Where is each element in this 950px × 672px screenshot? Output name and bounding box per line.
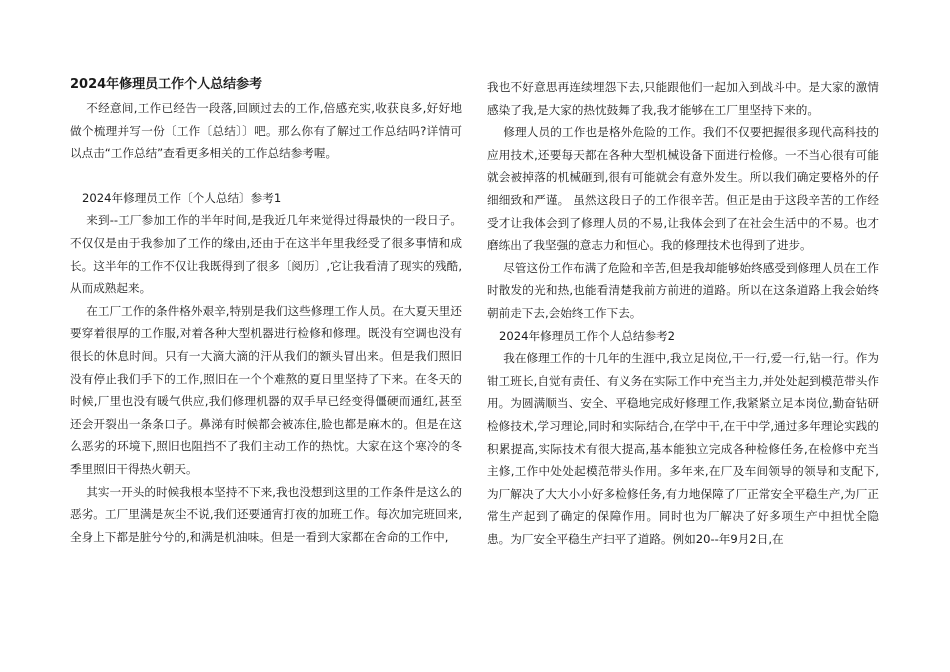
intro-paragraph: 不经意间,工作已经告一段落,回顾过去的工作,倍感充实,收获良多,好好地做个梳理并写一份〔工作〔总结〕〕吧。那么你有了解过工作总结吗?详情可以点击“工作总结”查看更多相关的工作总结参考喔。 xyxy=(70,101,462,161)
paragraph: 尽管这份工作布满了危险和辛苦,但是我却能够始终感受到修理人员在工作时散发的光和热,也能看清楚我前方前进的道路。所以在这条道路上我会始终朝前走下去,会始终工作下去。 xyxy=(487,260,879,320)
right-column xyxy=(487,76,879,550)
paragraph: 来到--工厂参加工作的半年时间,是我近几年来觉得过得最快的一段日子。不仅仅是由于我参加了工作的缘由,还由于在这半年里我经受了很多事情和成长。这半年的工作不仅让我既得到了很多〔阅历〕,它让我看清了现实的残酷,从而成熟起来。 xyxy=(70,213,462,296)
paragraph: 我在修理工作的十几年的生涯中,我立足岗位,干一行,爱一行,钻一行。作为钳工班长,自觉有责任、有义务在实际工作中充当主力,并处处起到模范带头作用。为圆满顺当、安全、平稳地完成好修理工作,我紧紧立足本岗位,勤奋钻研检修技术,学习理论,同时和实际结合,在学中干,在干中学,通过多年理论实践的积累提高,实际技术有很大提高,基本能独立完成各种检修任务,在检修中充当主修,工作中处处起模范带头作用。多年来,在厂及车间领导的领导和支配下,为厂解决了大大小小好多检修任务,有力地保障了厂正常安全平稳生产,为厂正常生产起到了确定的保障作用。同时也为厂解决了好多项生产中担忧全隐患。为厂安全平稳生产扫平了道路。例如20--年9月2日,在 xyxy=(487,351,879,546)
section-heading-2: 2024年修理员工作个人总结参考2 xyxy=(499,328,676,343)
paragraph: 在工厂工作的条件格外艰辛,特别是我们这些修理工作人员。在大夏天里还要穿着很厚的工作服,对着各种大型机器进行检修和修理。既没有空调也没有很长的休息时间。只有一大滴大滴的汗从我们的额头冒出来。但是我们照旧没有停止我们手下的工作,照旧在一个个难熬的夏日里坚持了下来。在冬天的时候,厂里也没有暖气供应,我们修理机器的双手早已经变得僵硬而通红,甚至还会开裂出一条条口子。鼻涕有时候都会被冻住,脸也都是麻木的。但是在这么恶劣的环境下,照旧也阻挡不了我们主动工作的热忱。大家在这个寒冷的冬季里照旧干得热火朝天。 xyxy=(70,303,462,476)
document-title: 2024年修理员工作个人总结参考 xyxy=(70,77,263,92)
paragraph: 修理人员的工作也是格外危险的工作。我们不仅要把握很多现代高科技的应用技术,还要每天都在各种大型机械设备下面进行检修。一不当心很有可能就会被掉落的机械砸到,很有可能就会有意外发生。所以我们确定要格外的仔细细致和严谨。 虽然这段日子的工作很辛苦。但正是由于这段辛苦的工作经受才让我体会到了修理人员的不易,让我体会到了在社会生活中的不易。也才磨练出了我坚强的意志力和恒心。我的修理技术也得到了进步。 xyxy=(487,125,879,253)
section-heading-1: 2024年修理员工作〔个人总结〕参考1 xyxy=(82,190,282,205)
paragraph: 其实一开头的时候我根本坚持不下来,我也没想到这里的工作条件是这么的恶劣。工厂里满是灰尘不说,我们还要通宵打夜的加班工作。每次加完班回来,全身上下都是脏兮兮的,和满是机油味。但是一看到大家都在舍命的工作中, xyxy=(70,484,462,544)
paragraph-continued: 我也不好意思再连续埋怨下去,只能跟他们一起加入到战斗中。是大家的激情感染了我,是大家的热忱鼓舞了我,我才能够在工厂里坚持下来的。 xyxy=(487,80,879,117)
left-column xyxy=(70,74,462,548)
